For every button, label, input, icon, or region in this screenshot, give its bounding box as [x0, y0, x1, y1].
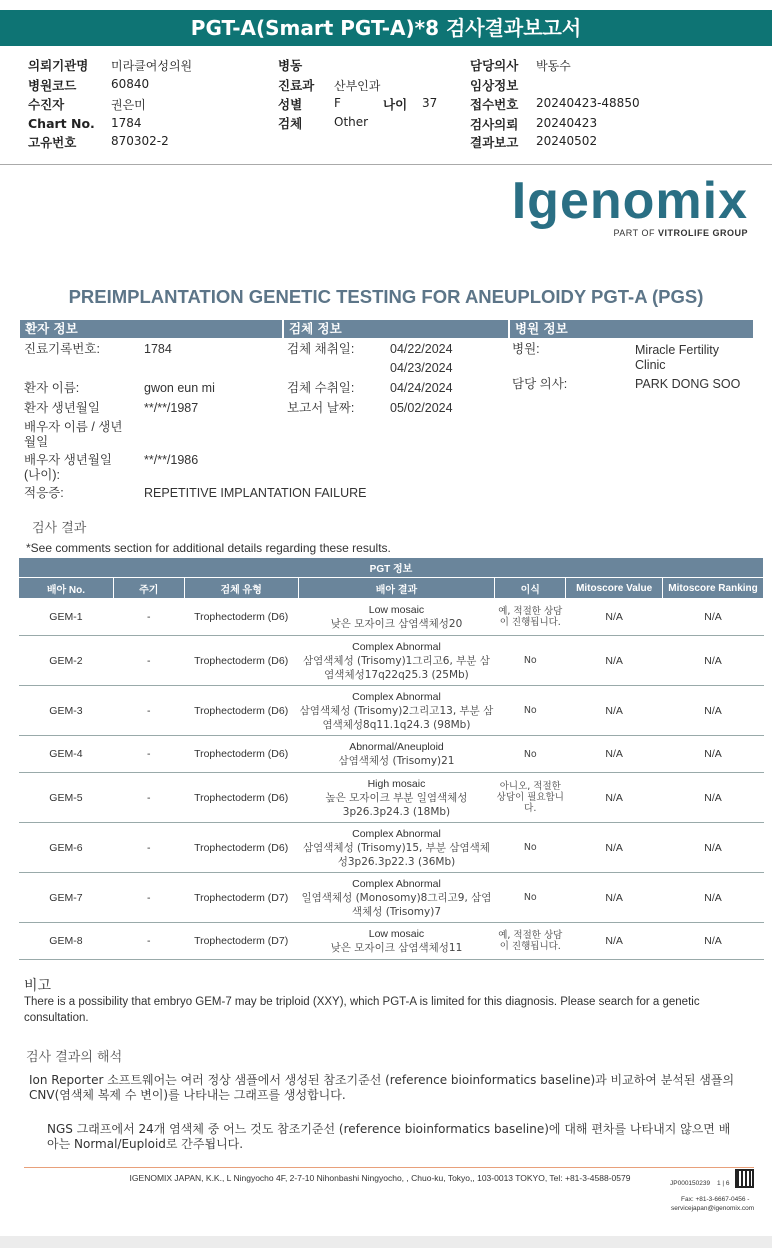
embryo-id: GEM-8: [19, 923, 114, 960]
footer-divider: [24, 1167, 754, 1168]
receipt-label: 접수번호: [470, 97, 519, 112]
dept-value: 산부인과: [334, 79, 381, 93]
col-result: 배아 결과: [298, 578, 495, 599]
mito-rank: N/A: [663, 773, 764, 823]
mito-rank: N/A: [663, 686, 764, 736]
specimen-type: Trophectoderm (D6): [184, 823, 298, 873]
table-row: [19, 923, 764, 960]
unique-label: 고유번호: [28, 135, 77, 150]
embryo-result: [298, 736, 495, 773]
hospital-section-header: 병원 정보: [510, 320, 753, 338]
specimen-type: Trophectoderm (D7): [184, 923, 298, 960]
result-label: 결과보고: [470, 135, 519, 150]
embryo-id: GEM-7: [19, 873, 114, 923]
header-divider: [0, 164, 772, 165]
embryo-result: [298, 686, 495, 736]
table-row: [19, 686, 764, 736]
hospital-doctor-value: PARK DONG SOO: [635, 377, 741, 391]
logo-tagline-brand: VITROLIFE GROUP: [657, 228, 748, 238]
hospital-value: Miracle Fertility Clinic: [635, 343, 720, 372]
result-title: Complex Abnormal: [352, 877, 441, 890]
patient-value: 권은미: [111, 98, 146, 112]
mito-value: N/A: [566, 636, 663, 686]
result-detail: 삼염색체성 (Trisomy)21: [338, 755, 455, 767]
mito-value: N/A: [566, 599, 663, 636]
table-row: [19, 736, 764, 773]
mito-rank: N/A: [663, 873, 764, 923]
chart-value: 1784: [111, 116, 142, 130]
result-detail: 삼염색체성 (Trisomy)2그리고13, 부분 삼염색체성8q11.1q24.3 (98Mb): [299, 704, 494, 731]
remarks-heading: 비고: [24, 978, 52, 994]
mito-rank: N/A: [663, 599, 764, 636]
cycle: -: [113, 823, 184, 873]
cycle: -: [113, 923, 184, 960]
col-mito-value: Mitoscore Value: [566, 578, 663, 599]
sex-label: 성별: [278, 97, 303, 112]
request-value: 20240423: [536, 116, 598, 130]
footer-email: servicejapan@igenomix.com: [671, 1205, 755, 1212]
chart-label: Chart No.: [28, 116, 95, 131]
indication-value: REPETITIVE IMPLANTATION FAILURE: [144, 486, 367, 500]
received-label: 검체 수취일:: [287, 381, 355, 395]
specimen-type: Trophectoderm (D6): [184, 773, 298, 823]
report-date-value: 05/02/2024: [390, 401, 453, 415]
embryo-id: GEM-1: [19, 599, 114, 636]
result-detail: 낮은 모자이크 삼염색체성11: [330, 942, 463, 954]
results-note: *See comments section for additional details regarding these results.: [26, 541, 391, 555]
embryo-result: [298, 599, 495, 636]
interpretation-heading: 검사 결과의 해석: [26, 1050, 123, 1065]
embryo-result: [298, 873, 495, 923]
table-row: [19, 599, 764, 636]
specimen-type: Trophectoderm (D7): [184, 873, 298, 923]
result-title: High mosaic: [367, 777, 426, 790]
col-mito-ranking: Mitoscore Ranking: [663, 578, 764, 599]
interpretation-paragraph-1: Ion Reporter 소프트웨어는 여러 정상 샘플에서 생성된 참조기준선 (reference bioinformatics baseline)과 비교하여 분석된 샘플의 CNV(염색체 복제 수 변이)를 나타내는 그래프를 생성합니다.: [29, 1073, 735, 1102]
clinical-label: 임상정보: [470, 78, 519, 93]
patient-label: 수진자: [28, 97, 65, 112]
cycle: -: [113, 599, 184, 636]
received-value: 04/24/2024: [390, 381, 453, 395]
age-value: 37: [422, 96, 438, 110]
col-type: 검체 유형: [184, 578, 298, 599]
table-row: [19, 873, 764, 923]
cycle: -: [113, 636, 184, 686]
transfer: 아니오, 적절한 상담이 필요합니다.: [495, 773, 566, 823]
embryo-result: [298, 636, 495, 686]
mito-value: N/A: [566, 873, 663, 923]
report-date-label: 보고서 날짜:: [287, 401, 355, 415]
result-title: Complex Abnormal: [352, 827, 441, 840]
transfer: No: [495, 636, 566, 686]
results-heading: 검사 결과: [32, 521, 87, 536]
mito-value: N/A: [566, 823, 663, 873]
sex-value: F: [334, 96, 341, 110]
embryo-id: GEM-2: [19, 636, 114, 686]
result-detail: 삼염색체성 (Trisomy)15, 부분 삼염색체성3p26.3p22.3 (36Mb): [303, 841, 490, 868]
embryo-result: [298, 923, 495, 960]
transfer: No: [495, 823, 566, 873]
table-row: [19, 636, 764, 686]
specimen-type: Trophectoderm (D6): [184, 736, 298, 773]
record-label: 진료기록번호:: [24, 342, 100, 356]
request-label: 검사의뢰: [470, 117, 519, 132]
hospital-code-value: 60840: [111, 77, 150, 91]
specimen-section-header: 검체 정보: [284, 320, 508, 338]
remarks-text: There is a possibility that embryo GEM-7 may be triploid (XXY), which PGT-A is limited for this diagnosis. Please search for a genetic consultation.: [24, 996, 700, 1024]
col-transfer: 이식: [495, 578, 566, 599]
collected-date-1: 04/22/2024: [390, 342, 453, 356]
footer-fax: Fax: +81-3-6667-0456 -: [681, 1196, 750, 1203]
result-title: Complex Abnormal: [352, 690, 441, 703]
page-bottom-bar: [0, 1236, 772, 1248]
table-caption: PGT 정보: [19, 558, 764, 578]
mito-value: N/A: [566, 736, 663, 773]
transfer: 예, 적절한 상담이 진행됩니다.: [495, 923, 566, 960]
specimen-type: Trophectoderm (D6): [184, 686, 298, 736]
collected-label: 검체 채취일:: [287, 342, 355, 356]
footer-page: 1 | 6: [717, 1180, 730, 1187]
result-detail: 높은 모자이크 부분 일염색체성3p26.3p24.3 (18Mb): [325, 791, 468, 818]
receipt-value: 20240423-48850: [536, 96, 640, 110]
embryo-id: GEM-4: [19, 736, 114, 773]
specimen-label: 검체: [278, 116, 303, 131]
embryo-id: GEM-5: [19, 773, 114, 823]
mito-rank: N/A: [663, 823, 764, 873]
embryo-result: [298, 773, 495, 823]
result-title: Abnormal/Aneuploid: [349, 741, 444, 753]
mito-value: N/A: [566, 773, 663, 823]
record-value: 1784: [144, 342, 172, 356]
transfer: No: [495, 736, 566, 773]
embryo-result: [298, 823, 495, 873]
cycle: -: [113, 773, 184, 823]
result-detail: 일염색체성 (Monosomy)8그리고9, 삼염색체성 (Trisomy)7: [301, 891, 492, 918]
dept-label: 진료과: [278, 78, 315, 93]
mito-value: N/A: [566, 923, 663, 960]
transfer: No: [495, 873, 566, 923]
table-row: [19, 823, 764, 873]
footer-doc-id: JP000150239: [670, 1180, 711, 1187]
interpretation-paragraph-2: NGS 그래프에서 24개 염색체 중 어느 것도 참조기준선 (reference bioinformatics baseline)에 대해 편차를 나타내지 않으면 배아는 Normal/Euploid로 간주됩니다.: [47, 1122, 731, 1151]
hospital-code-label: 병원코드: [28, 78, 77, 93]
indication-label: 적응증:: [24, 486, 64, 500]
institution-value: 미라클여성의원: [111, 59, 193, 73]
cycle: -: [113, 736, 184, 773]
patient-section-header: 환자 정보: [20, 320, 282, 338]
doctor-value: 박동수: [536, 59, 571, 73]
col-cycle: 주기: [113, 578, 184, 599]
specimen-type: Trophectoderm (D6): [184, 636, 298, 686]
qr-code: [735, 1169, 754, 1188]
unique-value: 870302-2: [111, 134, 169, 148]
embryo-id: GEM-6: [19, 823, 114, 873]
mito-value: N/A: [566, 686, 663, 736]
specimen-value: Other: [334, 115, 369, 129]
cycle: -: [113, 873, 184, 923]
mito-rank: N/A: [663, 636, 764, 686]
footer-address: IGENOMIX JAPAN, K.K., L Ningyocho 4F, 2-7-10 Nihonbashi Ningyocho, , Chuo-ku, Tokyo,, 103-0013 TOKYO, Tel: +81-3-4588-0579: [129, 1173, 631, 1183]
hospital-doctor-label: 담당 의사:: [512, 377, 568, 391]
mito-rank: N/A: [663, 736, 764, 773]
result-title: Low mosaic: [368, 604, 425, 616]
transfer: No: [495, 686, 566, 736]
cycle: -: [113, 686, 184, 736]
spouse-dob-value: **/**/1986: [144, 453, 199, 467]
spouse-label: 배우자 이름 / 생년월일: [24, 420, 123, 449]
doctor-label: 담당의사: [470, 58, 519, 73]
hospital-label: 병원:: [512, 342, 540, 356]
result-detail: 낮은 모자이크 삼염색체성20: [330, 618, 463, 630]
collected-date-2: 04/23/2024: [390, 361, 453, 375]
logo-wordmark: Igenomix: [511, 172, 748, 230]
age-label: 나이: [383, 97, 408, 112]
dob-label: 환자 생년월일: [24, 401, 100, 415]
dob-value: **/**/1987: [144, 401, 199, 415]
logo-tagline-prefix: PART OF: [613, 228, 658, 238]
result-detail: 삼염색체성 (Trisomy)1그리고6, 부분 삼염색체성17q22q25.3 (25Mb): [303, 654, 490, 681]
embryo-id: GEM-3: [19, 686, 114, 736]
order-header: [0, 50, 772, 162]
ward-label: 병동: [278, 58, 303, 73]
col-embryo: 배아 No.: [19, 578, 114, 599]
table-row: [19, 773, 764, 823]
page-title: PREIMPLANTATION GENETIC TESTING FOR ANEUPLOIDY PGT-A (PGS): [68, 286, 704, 307]
result-title: Complex Abnormal: [352, 640, 441, 653]
transfer: 예, 적절한 상담이 진행됩니다.: [495, 599, 566, 636]
result-value: 20240502: [536, 134, 598, 148]
specimen-type: Trophectoderm (D6): [184, 599, 298, 636]
institution-label: 의뢰기관명: [28, 58, 89, 73]
name-value: gwon eun mi: [144, 381, 215, 395]
igenomix-logo: [512, 174, 748, 238]
spouse-dob-label: 배우자 생년월일 (나이):: [24, 453, 112, 482]
result-title: Low mosaic: [368, 928, 425, 940]
pgt-results-table: [18, 557, 764, 960]
name-label: 환자 이름:: [24, 381, 80, 395]
report-title-banner: PGT-A(Smart PGT-A)*8 검사결과보고서: [0, 10, 772, 46]
mito-rank: N/A: [663, 923, 764, 960]
